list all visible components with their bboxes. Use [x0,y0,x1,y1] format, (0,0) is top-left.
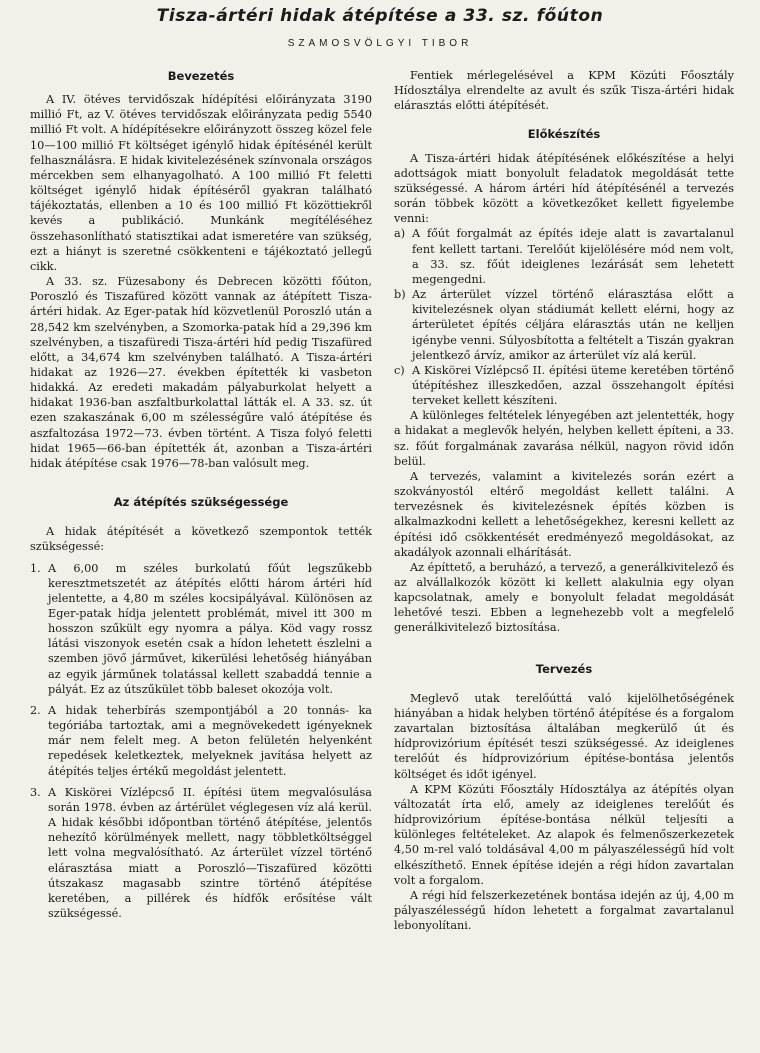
list-marker: 3. [30,785,41,799]
list-text: Az árterület vízzel történő elárasztása előtt a kivitelezésnek olyan stádiumát kellett elérni, hogy az árterületet építés céljára elárasztás után ne kelljen igénybe venni. Súlyosbította a feltételt a Tiszán gyakran jelentkező árvíz, amikor az árterület víz alá kerül. [412,288,734,362]
paragraph: Az építtető, a beruházó, a tervező, a generálkivitelező és az alvállalkozók között ki kellett alakulnia egy olyan kapcsolatnak, amely e bonyolult feladat megoldását lehetővé teszi. Ebben a legnehezebb volt a megfelelő generálkivitelező biztosítása. [394,560,734,635]
list-marker: 1. [30,561,41,575]
heading-elokeszites: Előkészítés [527,127,601,142]
paragraph: A Tisza-ártéri hidak átépítésének előkészítése a helyi adottságok miatt bonyolult feladatok megoldását tette szükségessé. A három ártéri híd átépítésénél a tervezés során többek között a következőket kellett figyelembe venni: [394,151,734,226]
paragraph: A régi híd felszerkezetének bontása idején az új, 4,00 m pályaszélességű hídon lehetett a forgalmat zavartalanul lebonyolítani. [394,888,734,933]
author-name: SZAMOSVÖLGYI TIBOR [287,38,473,49]
article-title: Tisza-ártéri hidak átépítése a 33. sz. főúton [156,6,604,26]
list-text: A Kiskörei Vízlépcső II. építési ütem megvalósulása során 1978. évben az ártérület véglegesen víz alá kerül. A hidak későbbi időpontban történő átépítése, jelentős nehezítő körülmények mellett, nagy többletköltséggel lett volna megvalósítható. Az árterület vízzel történő elárasztása miatt a Poroszló—Tiszafüred közötti útszakasz magasabb szintre történő átépítése keretében, a pillérek és hídfők erősítése vált szükségessé. [48,785,372,920]
list-text: A 6,00 m széles burkolatú főút legszűkebb keresztmetszetét az átépítés előtti három ártéri híd jelentette, a 4,80 m széles kocsipályával. Különösen az Eger-patak hídja jelentett problémát, mivel itt 300 m hosszon szűkült egy nyomra a pálya. Köd vagy rossz látási viszonyok esetén csak a hídon lehetett észlelni a szemben jövő járművet, kikerülési lehetőség hiányában az egyik járműnek tolatással kellett szabaddá tennie a pályát. Ez az útszűkület több baleset okozója volt. [48,561,372,696]
paragraph: Meglevő utak terelőúttá való kijelölhetőségének hiányában a hidak helyben történő átépítése és a forgalom zavartalan biztosítása általában megkerülő út és hídprovizórium építését teszi szükségessé. Az ideiglenes terelőút és hídprovizórium építése-bontása jelentős költséget és időt igényel. [394,691,734,781]
right-column [394,64,734,933]
heading-szuksegesseg: Az átépítés szükségessége [113,495,289,510]
heading-bevezetes: Bevezetés [167,69,235,83]
paragraph: A 33. sz. Füzesabony és Debrecen közötti főúton, Poroszló és Tiszafüred között vannak az átépített Tisza-ártéri hidak. Az Eger-patak híd közvetlenül Poroszló után a 28,542 km szelvényben, a Szomorka-patak híd a 29,396 km szelvényben, a tiszafüredi Tisza-ártéri híd pedig Tiszafüred előtt, a 34,674 km szelvényben található. A Tisza-ártéri hidakat az 1926—27. években építették ki vasbeton hidakká. Az eredeti makadám pályaburkolat helyett a hidakat 1936-ban aszfaltburkolattal látták el. A 33. sz. út ezen szakaszának 6,00 m szélességűre való átépítése és aszfaltozása 1972—73. évben történt. A Tisza folyó feletti hidat 1965—66-ban építették át, azonban a Tisza-ártéri hidak átépítése csak 1976—78-ban valósult meg. [30,275,372,470]
heading-tervezes: Tervezés [535,661,593,676]
paragraph: Fentiek mérlegelésével a KPM Közúti Főosztály Hídosztálya elrendelte az avult és szűk Tisza-ártéri hidak elárasztás előtti átépítését. [394,69,734,113]
paragraph: A hidak átépítését a következő szempontok tették szükségessé: [30,525,372,554]
list-marker: 2. [30,703,41,717]
list-item [394,363,734,408]
list-item [394,287,734,363]
list-text: A hidak teherbírás szempontjából a 20 tonnás- ka tegóriába tartoztak, ami a megnövekedett igényeknek már nem felelt meg. A beton felületén helyenként repedések keletkeztek, melyeknek javítása helyett az átépítés teljes értékű megoldást jelentett. [48,703,372,778]
list-marker: b) [394,288,406,302]
list-item [394,226,734,287]
left-column [30,64,372,921]
list-item [30,561,372,697]
list-text: A Kiskörei Vízlépcső II. építési üteme keretében történő útépítéshez illeszkedően, azzal összehangolt építési terveket kellett készíteni. [412,363,734,408]
list-item [30,785,372,921]
paragraph: A KPM Közúti Főosztály Hídosztálya az átépítés olyan változatát írta elő, amely az ideiglenes terelőút és hídprovizórium építése-bontása nélkül teljesíti a különleges feltételeket. Az alapok és felmenőszerkezetek 4,50 m-rel való toldásával 4,00 m pályaszélességű híd volt elkészíthető. Ennek építése idején a régi hídon zavartalan volt a forgalom. [394,782,734,887]
list-item [30,703,372,779]
list-marker: c) [394,363,405,377]
paragraph: A tervezés, valamint a kivitelezés során ezért a szokványostól eltérő megoldást kellett találni. A tervezésnek és kivitelezésnek építés közben is alkalmazkodni kellett a lehetőségekhez, keresni kellett az építési idő csökkentését eredményező megoldásokat, az akadályok azonnali elhárítását. [394,469,734,559]
paragraph: A különleges feltételek lényegében azt jelentették, hogy a hidakat a meglevők helyén, helyben kellett építeni, a 33. sz. főút forgalmának zavarása nélkül, nagyon rövid időn belül. [394,409,734,468]
paragraph: A IV. ötéves tervidőszak hídépítési előirányzata 3190 millió Ft, az V. ötéves tervidőszak előirányzata pedig 5540 millió Ft volt. A hídépítésekre előirányzott összeg közel fele 10—100 millió Ft költséget igénylő hidak építésénél került felhasználásra. E hidak kivitelezésének színvonala országos mércekben sem elhanyagolható. A 100 millió Ft feletti költséget igénylő hidak építéséről gyakran található tájékoztatás, ellenben a 10 és 100 millió Ft közöttiekről kevés a publikáció. Munkánk megítéléséhez összehasonlítható statisztikai adat ismeretére van szükség, ezt a hiányt is szeretné csökkenteni e tájékoztató jellegű cikk. [30,93,372,273]
list-marker: a) [394,227,406,241]
list-text: A főút forgalmát az építés ideje alatt is zavartalanul fent kellett tartani. Terelőút kijelölésére mód nem volt, a 33. sz. főút ideiglenes lezárását sem lehetett megengedni. [412,227,734,286]
